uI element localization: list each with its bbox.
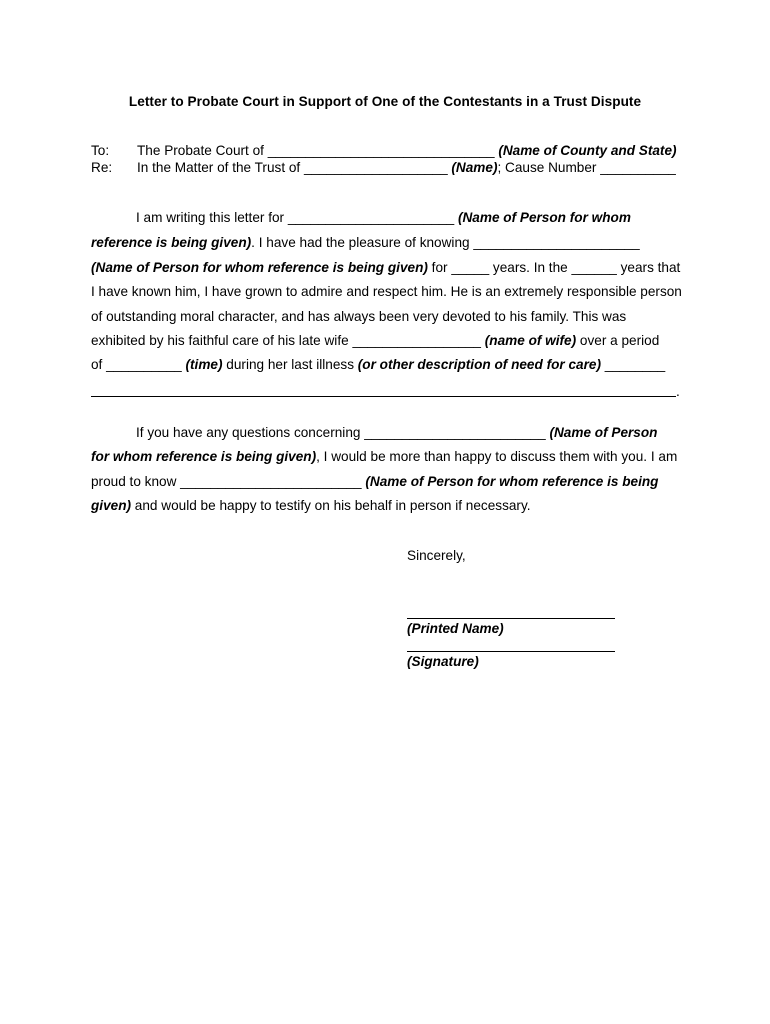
p2-l1-text: If you have any questions concerning ________________________	[136, 425, 550, 440]
p1-line-3	[91, 260, 691, 275]
p1-l3-note: (Name of Person for whom reference is being given)	[91, 260, 428, 275]
p2-l2-note: for whom reference is being given)	[91, 449, 317, 464]
p1-l2-text: . I have had the pleasure of knowing ______________________	[251, 235, 640, 250]
signature-label: (Signature)	[407, 654, 479, 669]
p2-l1-note: (Name of Person	[549, 425, 658, 440]
re-text: In the Matter of the Trust of ___________________	[137, 160, 452, 175]
document-title: Letter to Probate Court in Support of One of the Contestants in a Trust Dispute	[128, 94, 642, 109]
sincerely: Sincerely,	[407, 548, 466, 563]
p1-line-6	[91, 333, 691, 348]
to-text: The Probate Court of ______________________________	[137, 143, 499, 158]
p2-line-2	[91, 449, 691, 464]
p1-l7-note-time: (time)	[185, 357, 223, 372]
p1-l3-text: for _____ years. In the ______ years that	[427, 260, 681, 275]
p1-l7-text: of __________	[91, 357, 186, 372]
p1-l6-note: (name of wife)	[484, 333, 577, 348]
p2-l4-text: and would be happy to testify on his behalf in person if necessary.	[131, 498, 531, 513]
printed-name-label: (Printed Name)	[407, 621, 504, 636]
to-note: (Name of County and State)	[498, 143, 677, 158]
p2-l4-note: given)	[91, 498, 132, 513]
p1-line-5: of outstanding moral character, and has always been very devoted to his family. This was	[91, 309, 627, 324]
re-label: Re:	[91, 160, 113, 175]
p2-l2-text: , I would be more than happy to discuss them with you. I am	[316, 449, 678, 464]
p2-line-1	[136, 425, 736, 440]
to-line	[91, 143, 691, 158]
re-note: (Name)	[451, 160, 498, 175]
re-after: ; Cause Number __________	[497, 160, 676, 175]
p1-l7-note-care: (or other description of need for care)	[357, 357, 601, 372]
p1-l1-note: (Name of Person for whom	[457, 210, 631, 225]
p1-l6-text: exhibited by his faithful care of his late wife _________________	[91, 333, 485, 348]
fill-in-rule	[91, 396, 676, 397]
p1-line-7	[91, 357, 691, 372]
printed-name-rule	[407, 618, 615, 619]
p2-l3-text: proud to know ________________________	[91, 474, 366, 489]
p1-end-period: .	[676, 384, 680, 399]
re-line	[91, 160, 691, 175]
p1-l1-text: I am writing this letter for ______________________	[136, 210, 458, 225]
p1-line-4: I have known him, I have grown to admire and respect him. He is an extremely responsible person	[91, 284, 682, 299]
p1-line-2	[91, 235, 691, 250]
p2-l3-note: (Name of Person for whom reference is being	[365, 474, 659, 489]
p2-line-4	[91, 498, 691, 513]
p1-l2-note: reference is being given)	[91, 235, 252, 250]
p2-line-3	[91, 474, 691, 489]
p1-l6-tail: over a period	[576, 333, 660, 348]
signature-rule	[407, 651, 615, 652]
p1-l7-mid: during her last illness	[222, 357, 358, 372]
p1-l7-tail: ________	[600, 357, 666, 372]
to-label: To:	[91, 143, 110, 158]
p1-line-1	[136, 210, 736, 225]
